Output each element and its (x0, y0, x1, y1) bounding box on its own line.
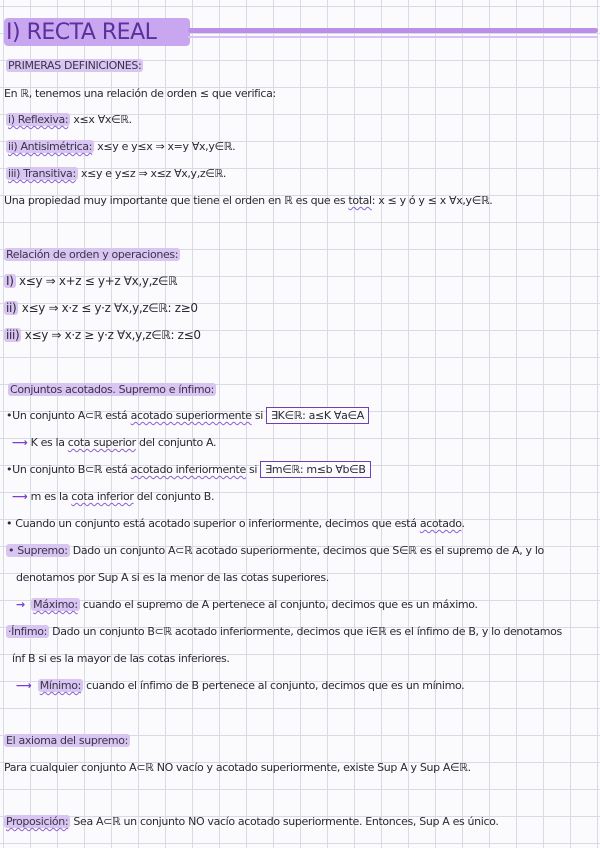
page-title: I) RECTA REAL (6, 20, 157, 45)
section-heading-operaciones: Relación de orden y operaciones: (6, 248, 179, 261)
property-reflexiva: i) Reflexiva: x≤x ∀x∈ℝ. (8, 113, 132, 126)
arrow-right-icon: ⟶ (12, 436, 28, 449)
proposicion-label: Proposición: (6, 815, 69, 828)
upper-bound-formula-box: ∃K∈ℝ: a≤K ∀a∈A (266, 407, 369, 424)
title-underline-thin (188, 36, 598, 38)
intro-text: En ℝ, tenemos una relación de orden ≤ que verifica: (4, 87, 276, 100)
supremo-label: • Supremo: (8, 544, 68, 557)
total-word: total (348, 194, 372, 207)
infimo-label: ·Ínfimo: (8, 625, 47, 638)
supremo-def-line1: • Supremo: Dado un conjunto A⊂ℝ acotado superiormente, decimos que S∈ℝ es el supremo de A, y lo (8, 544, 544, 557)
arrow-right-icon: → (16, 598, 25, 611)
infimo-def-line2: ínf B si es la mayor de las cotas inferiores. (12, 652, 230, 665)
acotado-superiormente-def: •Un conjunto A⊂ℝ está acotado superiormente si ∃K∈ℝ: a≤K ∀a∈A (6, 408, 369, 424)
title-underline (188, 28, 598, 33)
section-heading-conjuntos: Conjuntos acotados. Supremo e ínfimo: (10, 383, 215, 396)
total-order-text: Una propiedad muy importante que tiene el orden en ℝ es que es total: x ≤ y ó y ≤ x ∀x,y∈ℝ. (4, 194, 493, 207)
maximo-note: → Máximo: cuando el supremo de A pertenece al conjunto, decimos que es un máximo. (16, 598, 478, 611)
arrow-right-icon: ⟶ (16, 679, 32, 692)
property-label: ii) Antisimétrica: (8, 140, 93, 153)
order-rule-3: iii) x≤y ⇒ x·z ≥ y·z ∀x,y,z∈ℝ: z≤0 (6, 328, 201, 342)
acotado-inferiormente-def: •Un conjunto B⊂ℝ está acotado inferiormente si ∃m∈ℝ: m≤b ∀b∈B (6, 462, 371, 478)
property-label: iii) Transitiva: (8, 167, 76, 180)
order-rule-1: I) x≤y ⇒ x+z ≤ y+z ∀x,y,z∈ℝ (6, 274, 178, 288)
axioma-text: Para cualquier conjunto A⊂ℝ NO vacío y acotado superiormente, existe Sup A y Sup A∈ℝ. (4, 761, 471, 774)
property-antisimetrica: ii) Antisimétrica: x≤y e y≤x ⇒ x=y ∀x,y∈ℝ. (8, 140, 236, 153)
property-label: i) Reflexiva: (8, 113, 69, 126)
arrow-right-icon: ⟶ (12, 490, 28, 503)
property-transitiva: iii) Transitiva: x≤y e y≤z ⇒ x≤z ∀x,y,z∈ℝ. (8, 167, 227, 180)
supremo-def-line2: denotamos por Sup A si es la menor de las cotas superiores. (16, 571, 329, 584)
lower-bound-formula-box: ∃m∈ℝ: m≤b ∀b∈B (260, 461, 370, 478)
cota-inferior-note: ⟶ m es la cota inferior del conjunto B. (12, 490, 215, 503)
proposicion-text: Proposición: Sea A⊂ℝ un conjunto NO vacío acotado superiormente. Entonces, Sup A es único. (6, 815, 499, 828)
maximo-label: Máximo: (33, 598, 78, 611)
minimo-label: Mínimo: (39, 679, 81, 692)
order-rule-2: ii) x≤y ⇒ x·z ≤ y·z ∀x,y,z∈ℝ: z≥0 (6, 301, 198, 315)
cota-superior-note: ⟶ K es la cota superior del conjunto A. (12, 436, 217, 449)
section-heading-definiciones: PRIMERAS DEFINICIONES: (8, 59, 142, 72)
minimo-note: ⟶ Mínimo: cuando el ínfimo de B pertenece al conjunto, decimos que es un mínimo. (16, 679, 465, 692)
section-heading-axioma: El axioma del supremo: (6, 734, 128, 747)
acotado-def: • Cuando un conjunto está acotado superior o inferiormente, decimos que está acotado. (6, 517, 465, 530)
infimo-def-line1: ·Ínfimo: Dado un conjunto B⊂ℝ acotado inferiormente, decimos que i∈ℝ es el ínfimo de B, y lo denotamos (8, 625, 562, 638)
